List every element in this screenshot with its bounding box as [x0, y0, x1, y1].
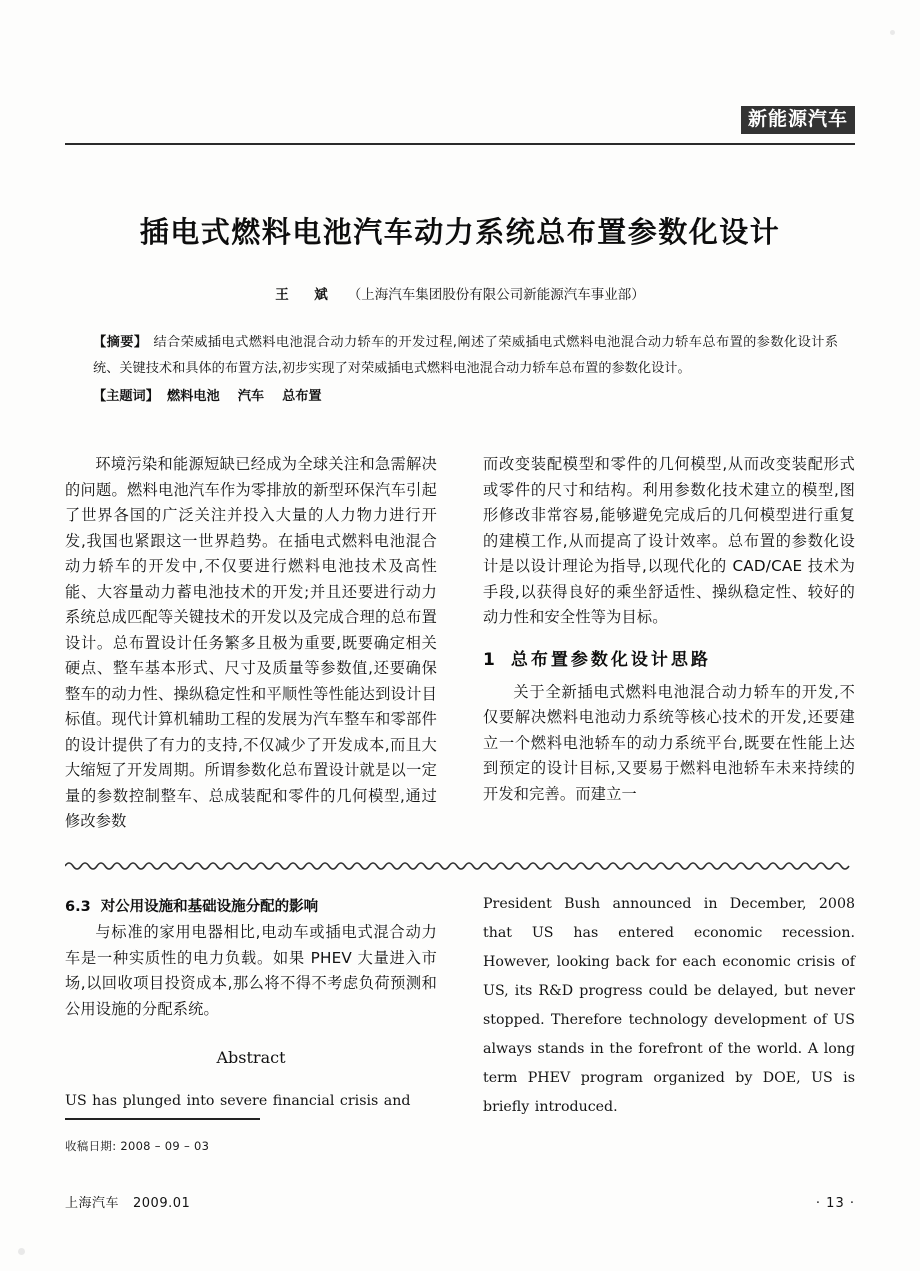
body-paragraph-left: 环境污染和能源短缺已经成为全球关注和急需解决的问题。燃料电池汽车作为零排放的新型环保汽车引起了世界各国的广泛关注并投入大量的人力物力进行开发,我国也紧跟这一世界趋势。在插电式燃料电池混合动力轿车的开发中,不仅要进行燃料电池技术及高性能、大容量动力蓄电池技术的开发;并且还要进行动力系统总成匹配等关键技术的开发以及完成合理的总布置设计。总布置设计任务繁多且极为重要,既要确定相关硬点、整车基本形式、尺寸及质量等参数值,还要确保整车的动力性、操纵稳定性和平顺性等性能达到设计目标值。现代计算机辅助工程的发展为汽车整车和零部件的设计提供了有力的支持,不仅减少了开发成本,而且大大缩短了开发周期。所谓参数化总布置设计就是以一定量的参数控制整车、总成装配和零件的几何模型,通过修改参数 [65, 455, 437, 830]
wavy-separator-icon [65, 858, 855, 872]
english-abstract-left: US has plunged into severe financial crisis and [65, 1093, 411, 1109]
footer-issue: 2009.01 [133, 1196, 191, 1211]
wavy-separator [65, 858, 855, 872]
page-footer [65, 1192, 855, 1211]
keywords-line [93, 384, 838, 410]
header-divider-rule [65, 143, 855, 145]
keyword-item-0: 燃料电池 [166, 389, 220, 404]
keyword-item-2: 总布置 [282, 389, 322, 404]
abstract-paragraph [93, 330, 838, 382]
scan-speckle [890, 30, 895, 35]
keyword-item-1: 汽车 [237, 389, 265, 404]
footer-page-number: · 13 · [815, 1196, 855, 1211]
body-paragraph-right-2: 关于全新插电式燃料电池混合动力轿车的开发,不仅要解决燃料电池动力系统等核心技术的开发,还要建立一个燃料电池轿车的动力系统平台,既要在性能上达到预定的设计目标,又要易于燃料电池轿车未来持续的开发和完善。而建立一 [483, 682, 855, 803]
subsection-heading [65, 895, 437, 916]
section-heading [483, 645, 855, 670]
english-abstract-heading: Abstract [216, 1048, 286, 1067]
body-paragraph-right-1: 而改变装配模型和零件的几何模型,从而改变装配形式或零件的尺寸和结构。利用参数化技术建立的模型,图形修改非常容易,能够避免完成后的几何模型进行重复的建模工作,从而提高了设计效率。总布置的参数化设计是以设计理论为指导,以现代化的 CAD/CAE 技术为手段,以获得良好的乘坐舒适性、操纵稳定性、较好的动力性和安全性等为目标。 [483, 455, 855, 626]
section-title: 总布置参数化设计思路 [510, 649, 711, 670]
abstract-block [93, 330, 838, 410]
abstract-label: 【摘要】 [93, 335, 148, 350]
lower-column-right [483, 890, 855, 1122]
body-column-left [65, 452, 437, 835]
body-column-right [483, 452, 855, 807]
page-content [65, 0, 855, 1271]
author-affiliation: （上海汽车集团股份有限公司新能源汽车事业部） [347, 287, 645, 303]
article-title: 插电式燃料电池汽车动力系统总布置参数化设计 [139, 215, 781, 249]
author-name: 王 斌 [275, 287, 334, 303]
scan-speckle [18, 1248, 25, 1255]
page-header [65, 98, 855, 148]
section-number: 1 [483, 649, 495, 670]
subsection-number: 6.3 [65, 899, 91, 915]
footnote-rule [65, 1118, 260, 1120]
keywords-label: 【主题词】 [93, 389, 159, 404]
footer-journal-name: 上海汽车 [65, 1196, 120, 1211]
author-line [65, 283, 855, 303]
abstract-text: 结合荣威插电式燃料电池混合动力轿车的开发过程,阐述了荣威插电式燃料电池混合动力轿车总布置的参数化设计系统、关键技术和具体的布置方法,初步实现了对荣威插电式燃料电池混合动力轿车总布置的参数化设计。 [93, 335, 839, 376]
lower-column-left [65, 895, 437, 1116]
subsection-title: 对公用设施和基础设施分配的影响 [100, 899, 319, 915]
english-abstract-right: President Bush announced in December, 2008 that US has entered economic recession. However, looking back for each economic crisis of US, its R&D progress could be delayed, but never stopped. Therefore technology development of US always stands in the forefront of the world. A long term PHEV program organized by DOE, US is briefly introduced. [483, 896, 855, 1115]
footnote-received-date: 收稿日期: 2008 – 09 – 03 [65, 1139, 210, 1153]
subsection-paragraph: 与标准的家用电器相比,电动车或插电式混合动力车是一种实质性的电力负载。如果 PHEV 大量进入市场,以回收项目投资成本,那么将不得不考虑负荷预测和公用设施的分配系统。 [65, 923, 437, 1018]
footer-journal-info [65, 1192, 190, 1211]
header-category-banner: 新能源汽车 [741, 106, 855, 134]
